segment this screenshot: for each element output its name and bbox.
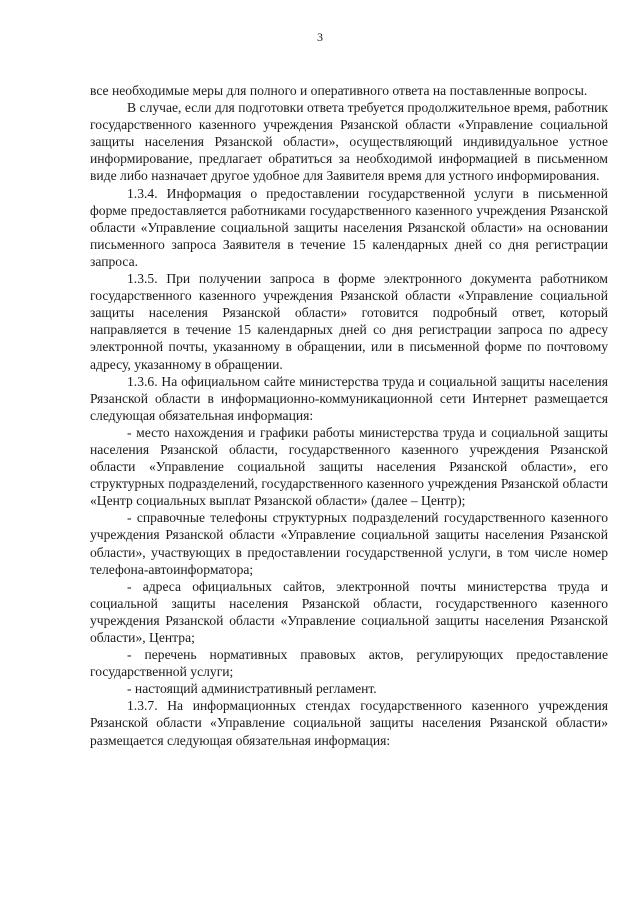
list-item-phone-numbers: - справочные телефоны структурных подразделений государственного казенного учреждения Рязанской области «Управление социальной защиты населения Рязанской области», участвующих в предоставлении государственной услуги, в том числе номер телефона-автоинформатора; (90, 510, 608, 577)
paragraph-long-preparation: В случае, если для подготовки ответа требуется продолжительное время, работник государственного казенного учреждения Рязанской области «Управление социальной защиты населения Рязанской области», осуществляющий индивидуальное устное информирование, предлагает обратиться за необходимой информацией в письменном виде либо назначает другое удобное для Заявителя время для устного информирования. (90, 100, 608, 184)
page-number: 3 (317, 30, 323, 44)
list-item-regulation: - настоящий административный регламент. (127, 681, 377, 697)
paragraph-continuation: все необходимые меры для полного и оперативного ответа на поставленные вопросы. (90, 83, 588, 98)
list-item-location-schedules: - место нахождения и графики работы министерства труда и социальной защиты населения Рязанской области, государственного казенного учреждения Рязанской области «Управление социальной защиты населения Рязанской области», его структурных подразделений, государственного казенного учреждения Рязанской области «Центр социальных выплат Рязанской области» (далее – Центр); (90, 424, 608, 509)
paragraph-1-3-4: 1.3.4. Информация о предоставлении государственной услуги в письменной форме предоставляется работниками государственного казенного учреждения Рязанской области «Управление социальной защиты населения Рязанской области» на основании письменного запроса Заявителя в течение 15 календарных дней со дня регистрации запроса. (90, 185, 608, 269)
paragraph-1-3-7: 1.3.7. На информационных стендах государственного казенного учреждения Рязанской области «Управление социальной защиты населения Рязанской области» размещается следующая обязательная информация: (90, 698, 608, 748)
list-item-legal-acts: - перечень нормативных правовых актов, регулирующих предоставление государственной услуги; (90, 647, 608, 680)
paragraph-1-3-5: 1.3.5. При получении запроса в форме электронного документа работником государственного казенного учреждения Рязанской области «Управление социальной защиты населения Рязанской области» готовится подробный ответ, который направляется в течение 15 календарных дней со дня регистрации запроса по адресу электронной почты, указанному в обращении, или в письменной форме по почтовому адресу, указанному в обращении. (90, 271, 608, 372)
document-body (90, 82, 608, 749)
paragraph-1-3-6: 1.3.6. На официальном сайте министерства труда и социальной защиты населения Рязанской области в информационно-коммуникационной сети Интернет размещается следующая обязательная информация: (90, 373, 608, 423)
list-item-websites-emails: - адреса официальных сайтов, электронной почты министерства труда и социальной защиты населения Рязанской области, государственного казенного учреждения Рязанской области «Управление социальной защиты населения Рязанской области», Центра; (90, 578, 608, 645)
